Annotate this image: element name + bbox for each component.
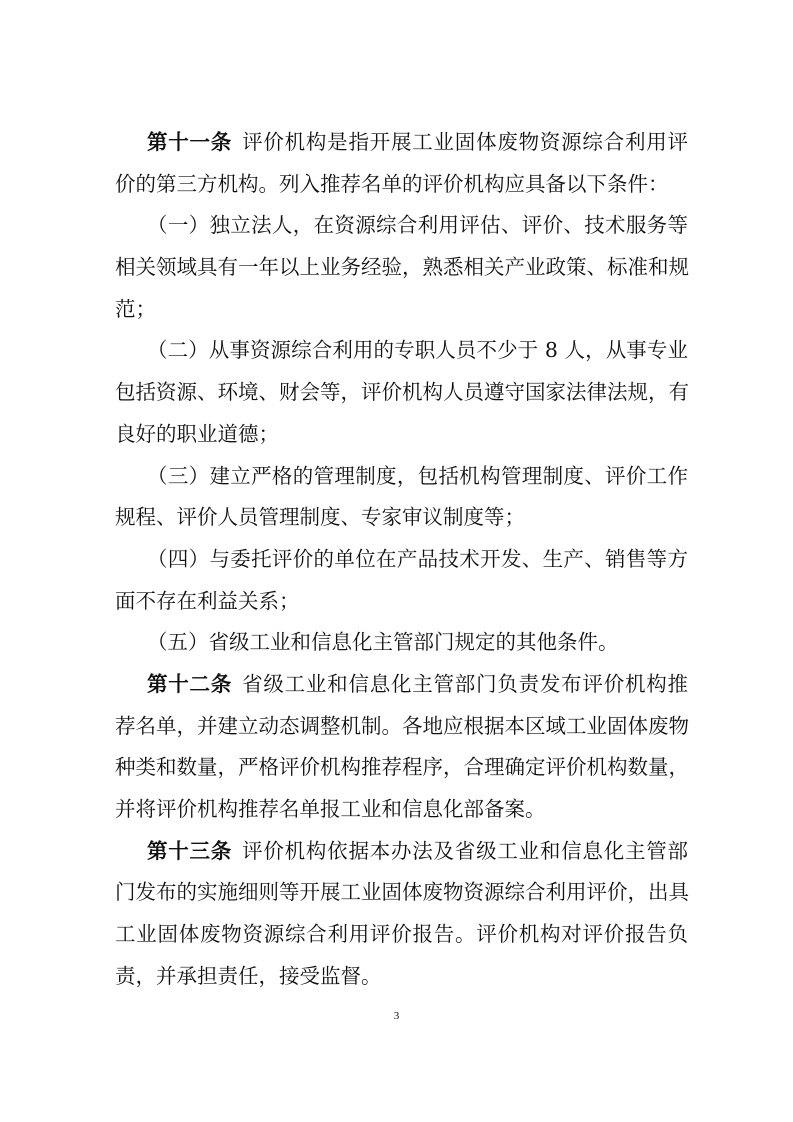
line-text: （一）独立法人，在资源综合利用评估、评价、技术服务等 <box>147 213 688 238</box>
line-text: 面不存在利益关系； <box>115 588 300 613</box>
text-line <box>115 581 688 623</box>
text-line <box>115 122 688 164</box>
text-line <box>115 956 688 998</box>
text-line <box>115 539 688 581</box>
text-line <box>115 497 688 539</box>
line-text: 荐名单，并建立动态调整机制。各地应根据本区域工业固体废物 <box>115 713 689 738</box>
article-heading: 第十三条 <box>147 838 233 863</box>
text-line <box>115 872 688 914</box>
line-text: （三）建立严格的管理制度，包括机构管理制度、评价工作 <box>147 463 688 488</box>
article-paragraph <box>115 122 688 205</box>
line-text: 并将评价机构推荐名单报工业和信息化部备案。 <box>115 797 546 821</box>
text-line <box>115 205 688 247</box>
line-text: 范； <box>115 296 156 321</box>
clause-paragraph <box>115 205 688 330</box>
line-text: 责，并承担责任，接受监督。 <box>115 963 382 988</box>
article-heading: 第十一条 <box>147 130 233 154</box>
article-paragraph <box>115 831 688 998</box>
text-line <box>115 456 688 498</box>
text-line <box>115 330 688 372</box>
line-text: 评价机构是指开展工业固体废物资源综合利用评 <box>242 130 689 154</box>
line-text: 价的第三方机构。列入推荐名单的评价机构应具备以下条件： <box>115 171 669 196</box>
line-text: 种类和数量，严格评价机构推荐程序，合理确定评价机构数量， <box>115 755 689 780</box>
clause-paragraph <box>115 456 688 539</box>
text-line <box>115 664 688 706</box>
line-text: 工业固体废物资源综合利用评价报告。评价机构对评价报告负 <box>115 922 688 947</box>
text-line <box>115 289 688 331</box>
text-line <box>115 414 688 456</box>
text-line <box>115 789 688 831</box>
document-body <box>115 122 688 997</box>
line-text: （二）从事资源综合利用的专职人员不少于 8 人，从事专业 <box>147 338 688 363</box>
clause-paragraph <box>115 622 688 664</box>
text-line <box>115 706 688 748</box>
line-text: 评价机构依据本办法及省级工业和信息化主管部 <box>242 838 689 863</box>
text-line <box>115 747 688 789</box>
clause-paragraph <box>115 330 688 455</box>
article-heading: 第十二条 <box>147 671 233 696</box>
text-line <box>115 372 688 414</box>
text-line <box>115 622 688 664</box>
line-text: 省级工业和信息化主管部门负责发布评价机构推 <box>242 671 689 696</box>
text-line <box>115 831 688 873</box>
text-line <box>115 164 688 206</box>
line-text: （五）省级工业和信息化主管部门规定的其他条件。 <box>147 630 619 655</box>
page-number: 3 <box>393 1010 400 1022</box>
text-line <box>115 914 688 956</box>
line-text: 良好的职业道德； <box>115 421 279 446</box>
line-text: （四）与委托评价的单位在产品技术开发、生产、销售等方 <box>147 546 688 571</box>
line-text: 门发布的实施细则等开展工业固体废物资源综合利用评价，出具 <box>115 880 689 905</box>
line-text: 规程、评价人员管理制度、专家审议制度等； <box>115 505 525 530</box>
line-text: 包括资源、环境、财会等，评价机构人员遵守国家法律法规，有 <box>115 380 689 405</box>
text-line <box>115 247 688 289</box>
article-paragraph <box>115 664 688 831</box>
clause-paragraph <box>115 539 688 622</box>
line-text: 相关领域具有一年以上业务经验，熟悉相关产业政策、标准和规 <box>115 255 689 280</box>
